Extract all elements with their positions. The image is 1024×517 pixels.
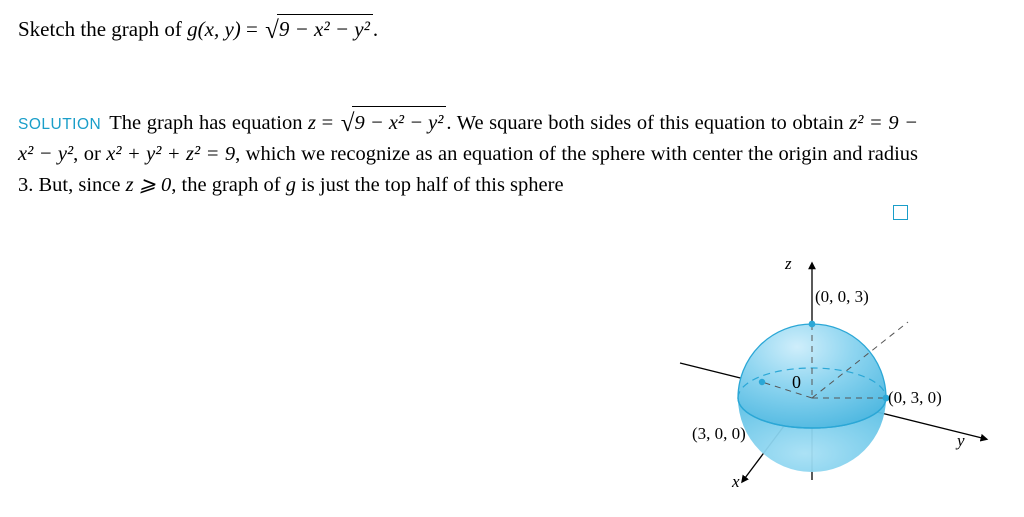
solution-text-4: , which we recognize as an equation of the sphere with center the origin and radius 3. But, since: [18, 143, 919, 197]
problem-prefix: Sketch the graph of: [18, 17, 188, 41]
problem-statement: [18, 14, 378, 43]
point-x-label: (3, 0, 0): [692, 424, 746, 443]
radicand: 9 − x² − y²: [277, 14, 373, 43]
solution-text-3: , or: [73, 143, 107, 166]
equation-squared: z² = 9 − x² − y²: [18, 112, 919, 166]
point-y-label: (0, 3, 0): [888, 388, 942, 407]
function-name: g: [187, 17, 198, 41]
point-top-label: (0, 0, 3): [815, 287, 869, 306]
axis-x-label: x: [732, 472, 740, 491]
origin-label: 0: [792, 372, 801, 392]
equals-sign: =: [240, 17, 264, 41]
solution-text-1: The graph has equation: [109, 112, 309, 134]
solution-paragraph: [18, 106, 918, 201]
sqrt-expression-2: [339, 106, 447, 139]
solution-text-2: . We square both sides of this equation to obtain: [446, 112, 850, 134]
radical-symbol-2: √: [340, 110, 355, 137]
condition-z-nonneg: z ⩾ 0: [125, 174, 172, 197]
figure-hemisphere: [660, 250, 1020, 515]
variable-z: z: [308, 112, 317, 134]
solution-tag: SOLUTION: [18, 116, 102, 133]
function-g: g: [285, 174, 296, 197]
problem-suffix: .: [372, 17, 379, 41]
axis-z-label: z: [785, 254, 792, 273]
axis-y-label: y: [957, 431, 965, 450]
point-x-axis: [759, 379, 765, 385]
function-args: (x, y): [197, 17, 241, 41]
radicand-2: 9 − x² − y²: [352, 106, 446, 139]
solution-text-6: is just the top half of this sphere: [295, 174, 564, 197]
equation-sphere: x² + y² + z² = 9: [106, 143, 236, 166]
end-of-solution-box: [893, 205, 908, 220]
sqrt-expression: [263, 14, 373, 43]
solution-text-5: , the graph of: [171, 174, 286, 197]
solution-equals-1: =: [316, 112, 339, 134]
radical-symbol: √: [265, 17, 279, 44]
point-top: [809, 321, 816, 328]
